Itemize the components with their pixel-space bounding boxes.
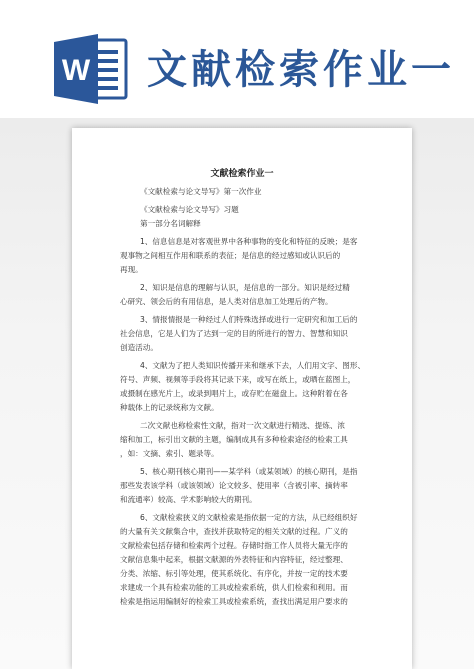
document-line: 3、情报情报是一种经过人们特殊选择或进行一定研究和加工后的 — [140, 315, 358, 324]
document-line: 2、知识是信息的理解与认识，是信息的一部分。知识是经过精 — [140, 283, 350, 292]
document-line: 种载体上的记录统称为文献。 — [120, 403, 219, 412]
document-line: 二次文献也称检索性文献，指对一次文献进行精选、提炼、浓 — [140, 421, 346, 430]
document-page — [72, 128, 412, 669]
document-line: 检索是指运用编制好的检索工具或检索系统，查找出满足用户要求的 — [120, 597, 348, 606]
document-line: 的大量有关文献集合中，查找并获取特定的相关文献的过程。广义的 — [120, 527, 348, 536]
document-line: 缩和加工，标引出文献的主题，编制成具有多种检索途径的检索工具 — [120, 435, 348, 444]
document-line: 和流通率）较高、学术影响较大的期刊。 — [120, 495, 257, 504]
banner-title: 文献检索作业一 — [147, 47, 455, 93]
document-line: 或摄制在感光片上，或录到唱片上，或存贮在磁盘上。这种附着在各 — [120, 389, 348, 398]
document-line: 求建成一个具有检索功能的工具或检索系统，供人们检索和利用。而 — [120, 583, 348, 592]
document-line: 《文献检索与论文导写》第一次作业 — [140, 187, 262, 196]
document-line: 分类、浓缩、标引等处理，使其系统化、有序化，并按一定的技术要 — [120, 569, 348, 578]
document-line: 4、文献为了把人类知识传播开来和继承下去，人们用文字、图形、 — [140, 361, 366, 370]
document-line: 文献检索包括存储和检索两个过程。存储时指工作人员将大量无序的 — [120, 541, 348, 550]
document-line: ，如：文摘、索引、题录等。 — [120, 449, 219, 458]
document-line: 文献信息集中起来，根据文献源的外表特征和内容特征，经过整理、 — [120, 555, 348, 564]
document-line: 5、核心期刊核心期刊——某学科（或某领域）的核心期刊，是指 — [140, 467, 358, 476]
document-title: 文献检索作业一 — [210, 169, 274, 179]
document-line: 第一部分名词解释 — [140, 219, 201, 228]
document-line: 《文献检索与论文导写》习题 — [140, 205, 239, 214]
document-line: 心研究、领会后的有用信息，是人类对信息加工处理后的产物。 — [120, 297, 333, 306]
document-line: 创造活动。 — [120, 343, 158, 352]
document-line: 再现。 — [120, 265, 143, 274]
document-line: 社会信息，它是人们为了达到一定的目的所进行的智力、智慧和知识 — [120, 329, 348, 338]
word-document-icon — [52, 30, 130, 108]
document-line: 那些发表该学科（或该领域）论文较多、使用率（含被引率、摘转率 — [120, 481, 348, 490]
word-logo-letter: W — [61, 54, 91, 87]
document-line: 符号、声频、视频等手段将其记录下来，或写在纸上，或晒在蓝图上， — [120, 375, 356, 384]
document-line: 6、文献检索狭义的文献检索是指依据一定的方法，从已经组织好 — [140, 513, 358, 522]
document-line: 1、信息信息是对客观世界中各种事物的变化和特征的反映；是客 — [140, 237, 358, 246]
document-line: 观事物之间相互作用和联系的表征；是信息的经过感知或认识后的 — [120, 251, 341, 260]
